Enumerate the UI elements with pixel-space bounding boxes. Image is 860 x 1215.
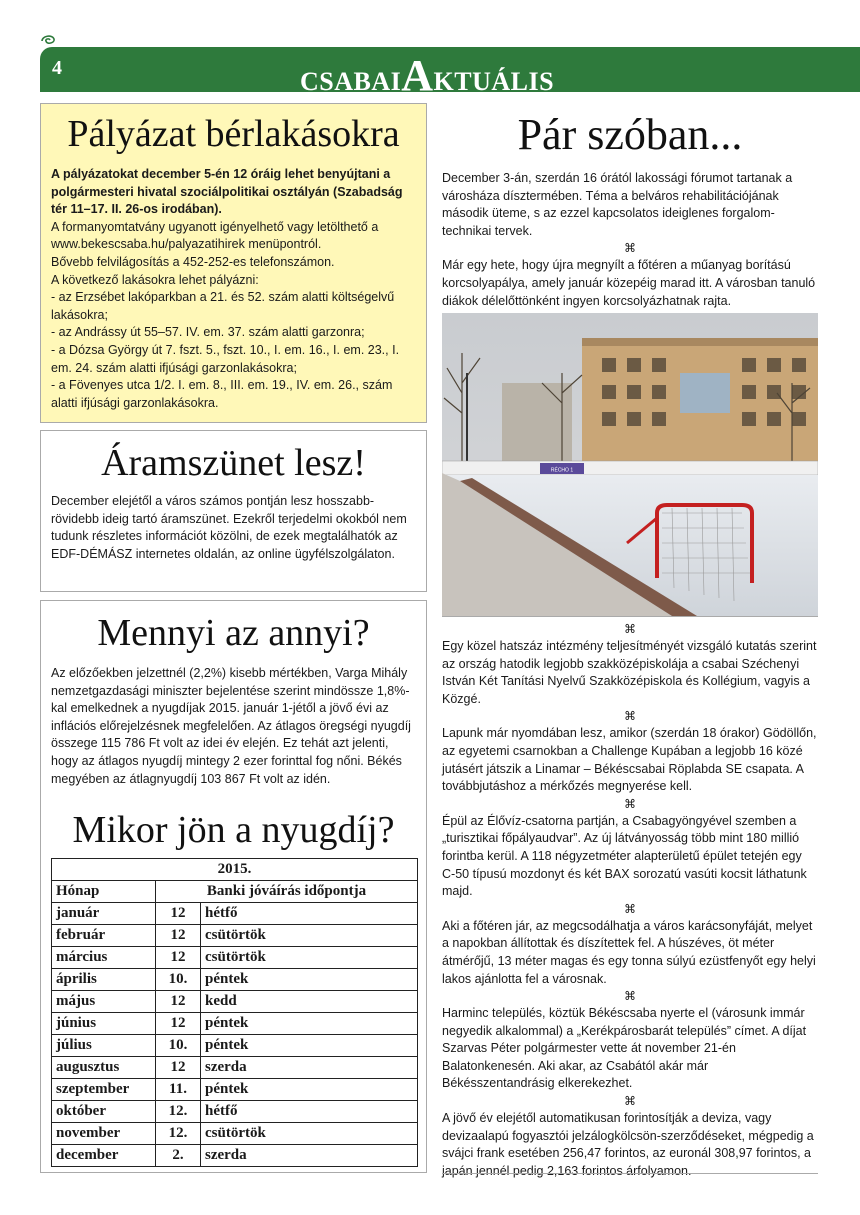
masthead-rest: KTUÁLIS xyxy=(433,67,555,96)
table-cell-month: május xyxy=(52,991,156,1013)
table-cell-day: 10. xyxy=(156,969,201,991)
mennyi-title: Mennyi az annyi? xyxy=(97,612,370,654)
news-item: A jövő év elejétől automatikusan forintosítják a deviza, vagy devizaalapú fogyasztói jelzálogkölcsön-szerződéseket, mégpedig a svájci frank esetében 256,47 forintos, az euronál 308,97 forintos, a japán jennél pedig 2,163 forintos árfolyamon. xyxy=(442,1111,814,1178)
palyazat-line: Bővebb felvilágosítás a 452-252-es telefonszámon. xyxy=(51,254,335,269)
table-cell-weekday: szerda xyxy=(201,1057,418,1079)
table-cell-month: november xyxy=(52,1123,156,1145)
palyazat-line: - a Dózsa György út 7. fszt. 5., fszt. 10., I. em. 16., I. em. 23., I. em. 24. szám alatti ifjúsági garzonlakásokra; xyxy=(51,342,400,375)
news-item: Harminc település, köztük Békéscsaba nyerte el (városunk immár negyedik alkalommal) a „Kerékpárosbarát település” címet. A díjat Szarvas Péter polgármester vette át november 21-én Balatonkenesén. Aki akar, az Csabától akár már Békésszentandrásig elkerekezhet. xyxy=(442,1006,807,1091)
table-cell-day: 2. xyxy=(156,1145,201,1167)
rink-sign-text: RÉCHO 1 xyxy=(550,467,574,474)
mennyi-text: Az előzőekben jelzettnél (2,2%) kisebb mértékben, Varga Mihály nemzetgazdasági miniszter bejelentése szerint mindössze 1,8%-kal emelkednek a nyugdíjak 2015. január 1-jétől a jövő évi az inflációs előrejelzésnek megfelelően. Az átlagos öregségi nyugdíj összege 115 786 Ft volt az idei év elején. Ez tehát azt jelenti, hogy az átlagos nyugdíj mintegy 2 ezer forinttal fog nőni. Békés megyében az átlagnyugdíj 103 867 Ft volt az idén. xyxy=(51,666,411,786)
table-header-row xyxy=(52,881,418,903)
news-item: Már egy hete, hogy újra megnyílt a főtéren a műanyag borítású korcsolyapálya, amely január közepéig marad itt. A városban tanuló diákok délelőttönként ingyen korcsolyázhatnak rajta. xyxy=(442,258,816,308)
table-row xyxy=(52,1145,418,1167)
par-szoban-bottom xyxy=(442,621,818,1180)
table-cell-month: április xyxy=(52,969,156,991)
table-cell-day: 12 xyxy=(156,903,201,925)
swirl-logo-icon xyxy=(40,33,56,47)
table-cell-day: 10. xyxy=(156,1035,201,1057)
table-cell-weekday: hétfő xyxy=(201,1101,418,1123)
table-row xyxy=(52,1057,418,1079)
palyazat-intro: A pályázatokat december 5-én 12 óráig lehet benyújtani a polgármesteri hivatal szociálpolitikai osztályán (Szabadság tér 11–17. II. 26-os irodában). xyxy=(51,167,403,217)
news-item: Egy közel hatszáz intézmény teljesítményét vizsgáló kutatás szerint az ország hatodik legjobb szakközépiskolája a csabai Széchenyi István Két Tanítási Nyelvű Szakközépiskola és Kollégium, vagyis a Közgé. xyxy=(442,639,817,706)
separator-icon: ⌘ xyxy=(624,796,636,811)
news-item: Lapunk már nyomdában lesz, amikor (szerdán 18 órakor) Gödöllőn, az egyetemi csarnokban a Challenge Kupában a legjobb 16 közé jutásért játszik a Linamar – Békéscsabai Röplabda SE csapata. A továbbjutáshoz a mérkőzés megnyerése kell. xyxy=(442,726,817,794)
table-cell-month: augusztus xyxy=(52,1057,156,1079)
palyazat-line: - a Fövenyes utca 1/2. I. em. 8., III. em. 19., IV. em. 26., szám alatti ifjúsági garzonlakásokra. xyxy=(51,378,393,410)
masthead-prefix: CSABAI xyxy=(300,67,402,96)
ice-rink-photo xyxy=(442,313,818,616)
palyazat-box xyxy=(40,103,427,423)
table-row xyxy=(52,991,418,1013)
table-row xyxy=(52,925,418,947)
table-cell-weekday: péntek xyxy=(201,1013,418,1035)
nyugdij-title: Mikor jön a nyugdíj? xyxy=(72,809,395,852)
mennyi-box xyxy=(40,600,427,1173)
table-row xyxy=(52,947,418,969)
table-cell-month: szeptember xyxy=(52,1079,156,1101)
column-header-month: Hónap xyxy=(52,881,156,903)
column-bottom-rule xyxy=(442,1173,818,1174)
table-cell-day: 12 xyxy=(156,1057,201,1079)
page-number: 4 xyxy=(52,57,62,79)
pension-rows xyxy=(52,903,418,1167)
table-cell-weekday: péntek xyxy=(201,1035,418,1057)
table-year: 2015. xyxy=(52,859,418,881)
table-cell-month: december xyxy=(52,1145,156,1167)
aram-box xyxy=(40,430,427,592)
news-item: Aki a főtéren jár, az megcsodálhatja a város karácsonyfáját, melyet a napokban állítottak és díszítettek fel. A húszéves, öt méter átmérőjű, 13 méter magas és egy tonna súlyú ezüstfenyőt egy helyi lakos ajánlotta fel a városnak. xyxy=(442,918,816,986)
separator-icon: ⌘ xyxy=(624,901,636,916)
table-cell-day: 12 xyxy=(156,1013,201,1035)
table-cell-weekday: csütörtök xyxy=(201,947,418,969)
table-cell-month: október xyxy=(52,1101,156,1123)
table-row xyxy=(52,1013,418,1035)
aram-title: Áramszünet lesz! xyxy=(101,442,366,484)
table-cell-day: 12. xyxy=(156,1101,201,1123)
palyazat-title: Pályázat bérlakásokra xyxy=(67,113,400,155)
table-row xyxy=(52,1101,418,1123)
table-cell-weekday: szerda xyxy=(201,1145,418,1167)
table-cell-month: március xyxy=(52,947,156,969)
table-cell-month: július xyxy=(52,1035,156,1057)
table-cell-day: 12 xyxy=(156,947,201,969)
table-cell-month: február xyxy=(52,925,156,947)
separator-icon: ⌘ xyxy=(624,622,636,636)
palyazat-line: - az Andrássy út 55–57. IV. em. 37. szám alatti garzonra; xyxy=(51,325,365,340)
masthead xyxy=(300,50,554,101)
table-cell-weekday: kedd xyxy=(201,991,418,1013)
masthead-big-letter: A xyxy=(401,51,434,100)
news-item: December 3-án, szerdán 16 órától lakossági fórumot tartanak a városháza dísztermében. Téma a belváros rehabilitációjának második üteme, s az ezzel kapcsolatos ideiglenes forgalom-technikai tervek. xyxy=(442,171,793,238)
par-szoban-title: Pár szóban... xyxy=(517,110,743,159)
table-row xyxy=(52,903,418,925)
table-row xyxy=(52,969,418,991)
table-row xyxy=(52,1123,418,1145)
table-cell-month: január xyxy=(52,903,156,925)
table-cell-day: 12. xyxy=(156,1123,201,1145)
aram-text: December elejétől a város számos pontján lesz hosszabb-rövidebb ideig tartó áramszünet. Ezekről terjedelmi okokból nem tudunk részletes információt közölni, de ezek megtalálhatók az EDF-DÉMÁSZ internetes oldalán, az online ügyfélszolgálaton. xyxy=(51,494,407,561)
pension-table xyxy=(51,858,418,1167)
table-cell-weekday: csütörtök xyxy=(201,1123,418,1145)
table-cell-day: 12 xyxy=(156,991,201,1013)
table-cell-weekday: csütörtök xyxy=(201,925,418,947)
column-header-date: Banki jóváírás időpontja xyxy=(156,881,418,903)
table-cell-month: június xyxy=(52,1013,156,1035)
palyazat-line: - az Erzsébet lakóparkban a 21. és 52. szám alatti költségelvű lakásokra; xyxy=(51,290,395,322)
separator-icon: ⌘ xyxy=(624,241,636,256)
par-szoban-column xyxy=(442,103,818,310)
news-item: Épül az Élővíz-csatorna partján, a Csabagyöngyével szemben a „turisztikai főpályaudvar”. Az új látványosság több mint 180 millió forintba kerül. A 118 négyzetméter alapterületű épület tetején egy C-50 típusú mozdonyt és két BAX sorozatú vasúti kocsit láthatunk majd. xyxy=(442,813,807,899)
par-szoban-top xyxy=(442,170,818,310)
photo-bottom-rule xyxy=(442,616,818,617)
separator-icon: ⌘ xyxy=(624,1094,636,1109)
separator-icon: ⌘ xyxy=(624,709,636,724)
table-cell-day: 12 xyxy=(156,925,201,947)
table-cell-weekday: péntek xyxy=(201,1079,418,1101)
palyazat-body xyxy=(51,166,416,412)
separator-icon: ⌘ xyxy=(624,989,636,1004)
palyazat-line: A következő lakásokra lehet pályázni: xyxy=(51,272,259,287)
table-row xyxy=(52,1079,418,1101)
table-row xyxy=(52,1035,418,1057)
table-cell-weekday: hétfő xyxy=(201,903,418,925)
table-cell-weekday: péntek xyxy=(201,969,418,991)
table-cell-day: 11. xyxy=(156,1079,201,1101)
table-row xyxy=(52,859,418,881)
palyazat-line: A formanyomtatvány ugyanott igényelhető vagy letölthető a www.bekescsaba.hu/palyazatihirek menüpontról. xyxy=(51,219,379,252)
